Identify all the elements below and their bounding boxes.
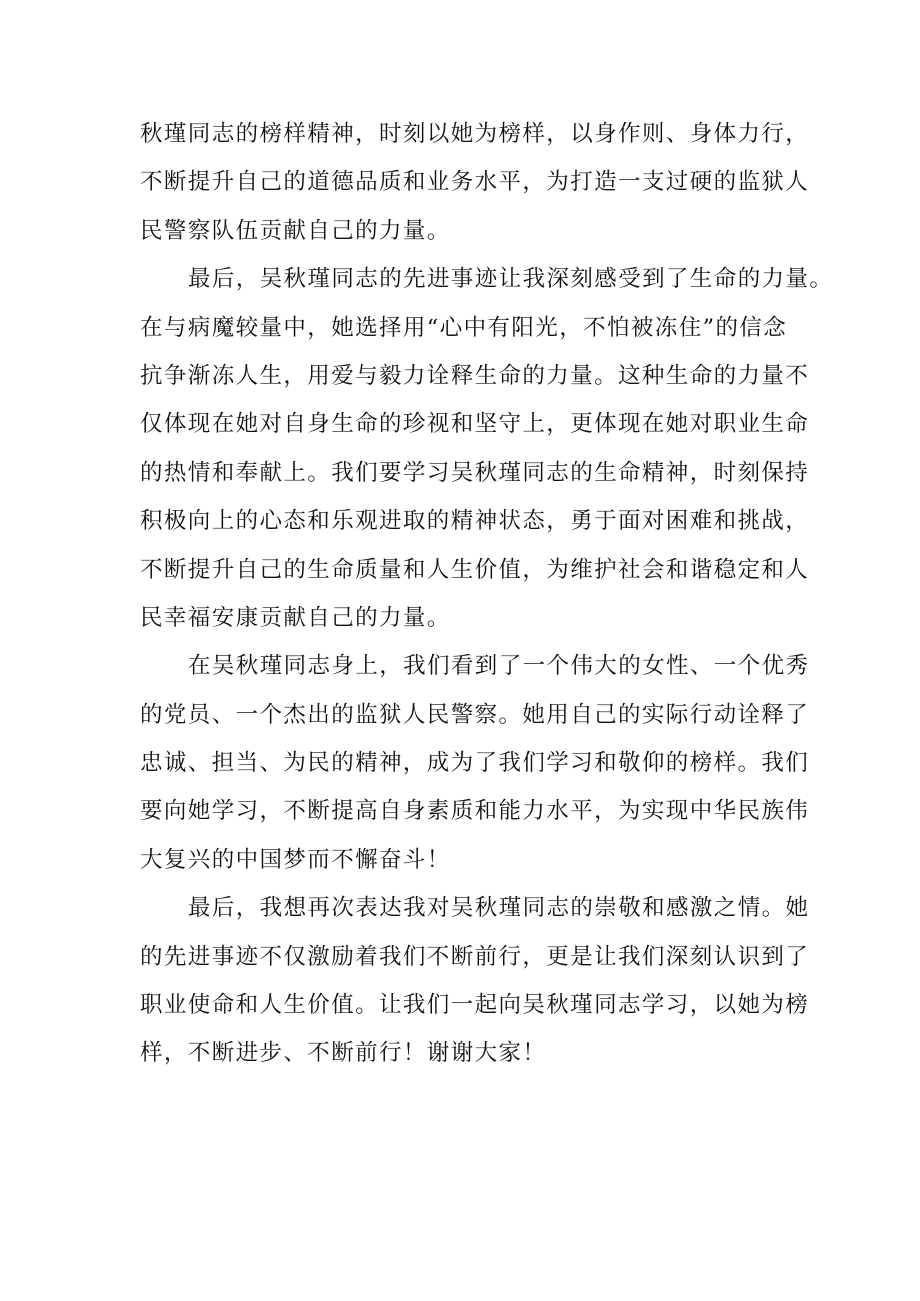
paragraph-first-line: 最后，吴秋瑾同志的先进事迹让我深刻感受到了生命的力量。 (188, 266, 834, 293)
text-line: 职业使命和人生价值。让我们一起向吴秋瑾同志学习，以她为榜 (140, 992, 810, 1019)
text-line: 的热情和奉献上。我们要学习吴秋瑾同志的生命精神，时刻保持 (140, 459, 810, 486)
text-line: 在与病魔较量中，她选择用“心中有阳光，不怕被冻住”的信念 (140, 314, 788, 341)
document-body (140, 110, 834, 1078)
paragraph-first-line: 在吴秋瑾同志身上，我们看到了一个伟大的女性、一个优秀 (188, 653, 810, 680)
text-line: 民警察队伍贡献自己的力量。 (140, 217, 451, 244)
text-line: 秋瑾同志的榜样精神，时刻以她为榜样，以身作则、身体力行， (140, 121, 810, 147)
text-line: 抗争渐冻人生，用爱与毅力诠释生命的力量。这种生命的力量不 (140, 362, 810, 389)
text-line: 仅体现在她对自身生命的珍视和坚守上，更体现在她对职业生命 (140, 411, 810, 438)
text-line: 要向她学习，不断提高自身素质和能力水平，为实现中华民族伟 (140, 798, 810, 825)
text-line: 不断提升自己的生命质量和人生价值，为维护社会和谐稳定和人 (140, 556, 810, 583)
text-line: 忠诚、担当、为民的精神，成为了我们学习和敬仰的榜样。我们 (140, 750, 810, 777)
text-line: 的先进事迹不仅激励着我们不断前行，更是让我们深刻认识到了 (140, 943, 810, 970)
text-line: 大复兴的中国梦而不懈奋斗！ (140, 846, 451, 873)
paragraph-first-line: 最后，我想再次表达我对吴秋瑾同志的崇敬和感激之情。她 (188, 895, 810, 922)
text-line: 不断提升自己的道德品质和业务水平，为打造一支过硬的监狱人 (140, 169, 810, 196)
text-line: 的党员、一个杰出的监狱人民警察。她用自己的实际行动诠释了 (140, 701, 810, 728)
text-line: 样，不断进步、不断前行！谢谢大家！ (140, 1040, 547, 1067)
text-line: 民幸福安康贡献自己的力量。 (140, 604, 451, 631)
text-line: 积极向上的心态和乐观进取的精神状态，勇于面对困难和挑战， (140, 508, 810, 535)
